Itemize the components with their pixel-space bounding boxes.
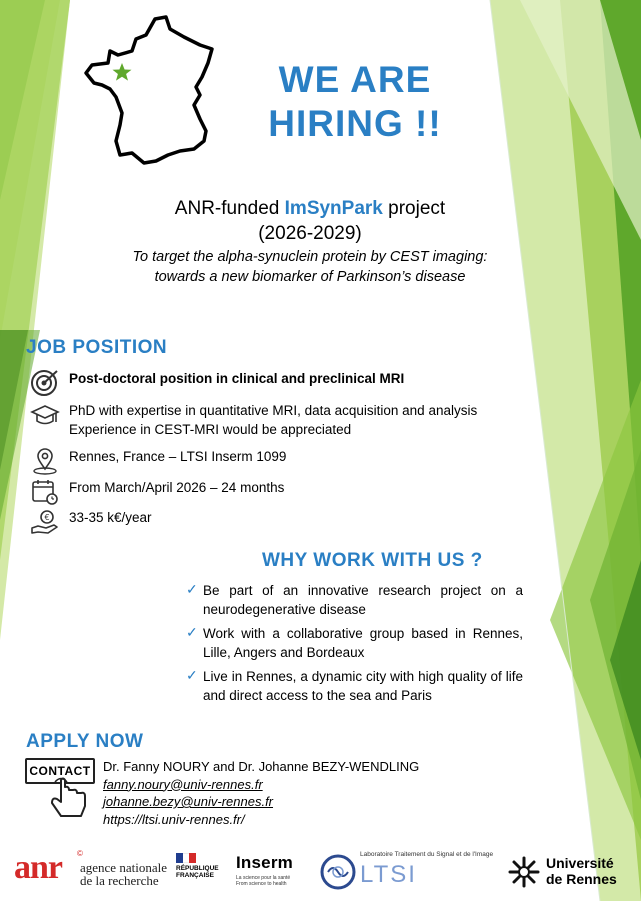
location-pin-icon [30,447,60,475]
contact-names: Dr. Fanny NOURY and Dr. Johanne BEZY-WENDLING [103,759,420,774]
anr-logo: anr © agence nationale de la recherche [14,849,167,888]
email-link-1[interactable]: fanny.noury@univ-rennes.fr [103,776,263,792]
partner-logos [0,845,641,901]
contact-details [103,758,419,828]
website-link[interactable]: https://ltsi.univ-rennes.fr/ [103,811,245,827]
salary-hand-icon [30,508,60,536]
pointing-hand-icon [47,776,97,824]
check-icon: ✓ [186,667,198,683]
star-icon [113,63,132,81]
email-link-2[interactable]: johanne.bezy@univ-rennes.fr [103,794,274,809]
headline: WE ARE HIRING !! [268,59,442,144]
project-years: (2026-2029) [258,223,362,244]
check-icon: ✓ [186,624,198,640]
calendar-icon [30,478,60,506]
france-map-icon [80,15,220,175]
job-position-heading: JOB POSITION [26,337,168,358]
universite-de-rennes-logo: Université de Rennes [508,853,633,893]
svg-text:€: € [44,513,50,522]
apply-now-heading: APPLY NOW [26,731,144,752]
target-icon [30,369,60,397]
why-work-heading: WHY WORK WITH US ? [262,550,483,571]
project-title: ANR-funded ImSynPark project [174,198,446,219]
project-name: ImSynPark [284,198,383,219]
asterisk-emblem-icon [508,856,540,888]
ltsi-logo: Laboratoire Traitement du Signal et de l'Image LTSI [320,851,500,896]
ltsi-emblem-icon [320,853,356,891]
contact-label: CONTACT [25,758,95,784]
contact-icon [25,758,97,824]
inserm-logo: Inserm La science pour la santé From science to health [236,853,293,887]
graduation-cap-icon [30,401,60,429]
check-icon: ✓ [186,581,198,597]
republique-francaise-logo: RÉPUBLIQUE FRANÇAISE [176,853,226,879]
project-subtitle: To target the alpha-synuclein protein by CEST imaging: towards a new biomarker of Parkinson’s disease [132,249,488,285]
